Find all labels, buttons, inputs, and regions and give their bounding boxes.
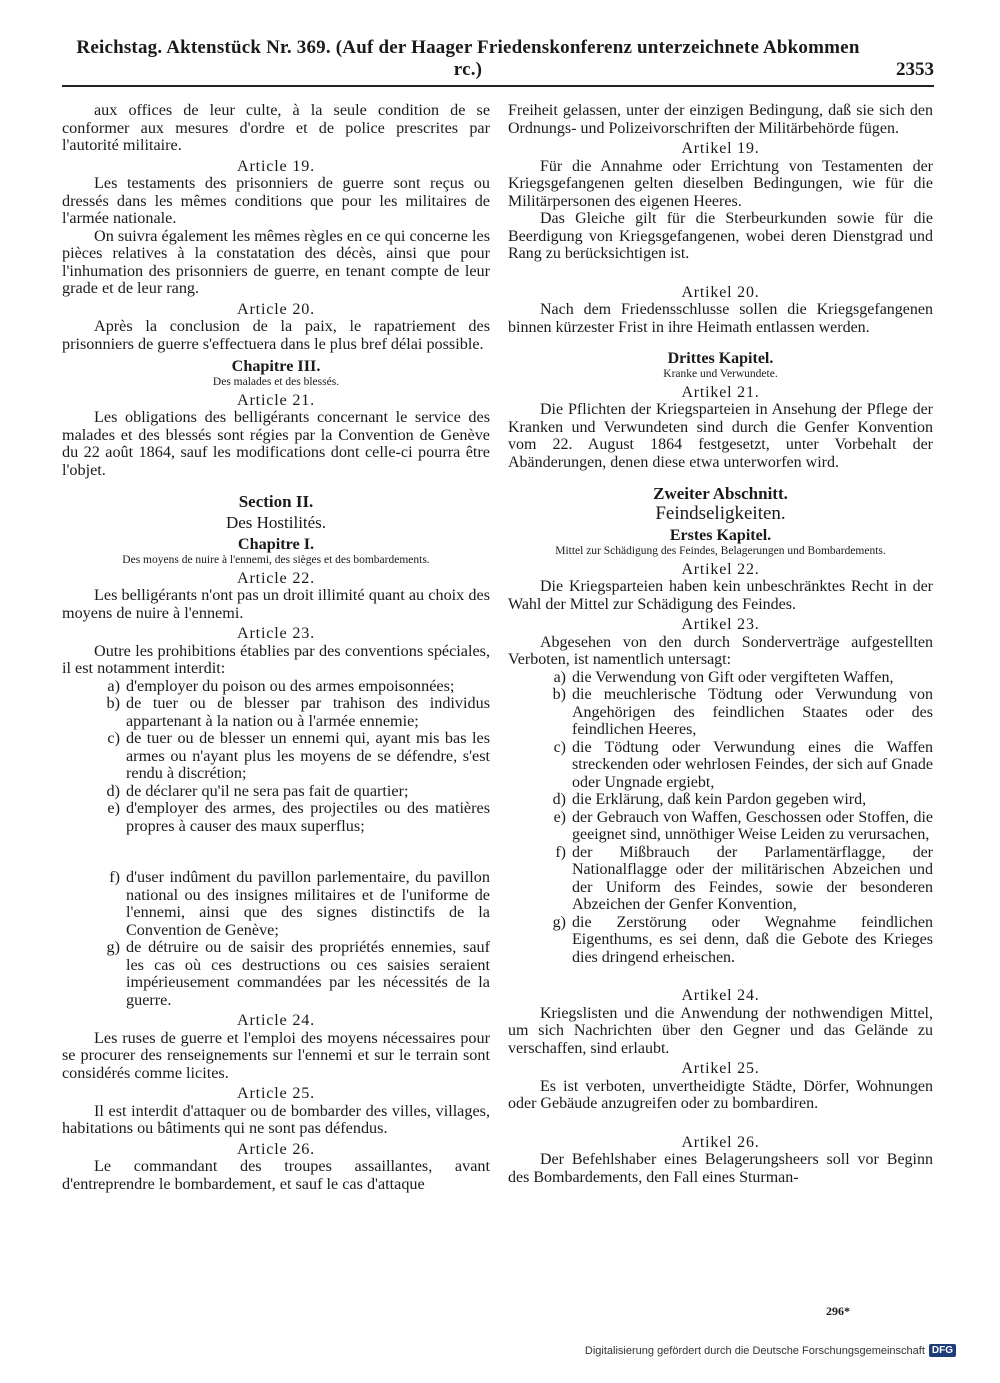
de-article-22-heading: Artikel 22. (681, 560, 760, 578)
de-article-25-heading: Artikel 25. (681, 1060, 760, 1077)
fr-list-item-label: c) (107, 729, 120, 747)
de-article-23-heading: Artikel 23. (681, 616, 760, 633)
fr-list-item-label: b) (106, 694, 120, 712)
de-list-item-text: der Mißbrauch der Parlamentärflagge, der Nationalflagge oder der militärischen Abzeichen und der Uniform des Feindes, sowie der besonderen Abzeichen der Genfer Konvention, (572, 843, 933, 913)
fr-list-item-label: a) (107, 676, 120, 695)
fr-article-22-heading: Article 22. (236, 568, 316, 587)
fr-article-19-paragraph-1: Les testaments des prisonniers de guerre sont reçus ou dressés dans les mêmes conditions que pour les militaires de l'armée nationale. (62, 174, 490, 227)
spacer (62, 835, 490, 869)
de-list-item (508, 914, 933, 967)
fr-article-22-paragraph: Les belligérants n'ont pas un droit illimité quant au choix des moyens de nuire à l'ennemi. (62, 586, 490, 622)
de-list-item (508, 686, 933, 739)
de-list-item-text: die Erklärung, daß kein Pardon gegeben wird, (572, 791, 867, 808)
fr-chapter-3-heading: Chapitre III. (231, 357, 321, 375)
fr-list-item (62, 783, 490, 801)
fr-list-item-label: e) (107, 799, 120, 817)
fr-section-2-subtitle: Des Hostilités. (225, 512, 327, 532)
fr-list-item-label: f) (109, 868, 120, 886)
header-title: Reichstag. Aktenstück Nr. 369. (Auf der Haager Friedenskonferenz unterzeichnete Abkommen rc.) (76, 37, 860, 80)
fr-article-20-heading: Article 20. (236, 299, 316, 318)
digitization-credit (585, 1344, 956, 1357)
fr-list-item-text: d'user indûment du pavillon parlementaire, du pavillon national ou des insignes militaires et de l'uniforme de l'ennemi, ainsi que des signes distinctifs de la Convention de Genève; (126, 868, 490, 939)
fr-list-item-text: de déclarer qu'il ne sera pas fait de quartier; (126, 781, 409, 800)
de-intro-paragraph: Freiheit gelassen, unter der einzigen Bedingung, daß sie sich den Ordnungs- und Polizeivorschriften der Militärbehörde fügen. (508, 102, 933, 137)
fr-list-item-text: de tuer ou de blesser un ennemi qui, ayant mis bas les armes ou n'ayant plus les moyens de se défendre, s'est rendu à discrétion; (126, 729, 490, 782)
fr-chapter-1-heading: Chapitre I. (237, 535, 315, 553)
fr-chapter-3-subtitle: Des malades et des blessés. (212, 375, 340, 388)
de-list-item-text: die meuchlerische Tödtung oder Verwundung von Angehörigen des feindlichen Staates oder des feindlichen Heeres, (572, 686, 933, 738)
de-list-item-label: e) (553, 808, 566, 826)
fr-list-item-text: d'employer du poison ou des armes empoisonnées; (126, 676, 455, 695)
de-list-item (508, 739, 933, 792)
fr-article-21-heading: Article 21. (236, 390, 316, 409)
fr-article-26-heading: Article 26. (236, 1139, 316, 1158)
de-article-24-paragraph: Kriegslisten und die Anwendung der nothwendigen Mittel, um sich Nachrichten über den Gegner und das Gelände zu verschaffen, sind erlaubt. (508, 1004, 933, 1057)
fr-list-item (62, 695, 490, 730)
de-article-20-heading: Artikel 20. (681, 283, 760, 301)
fr-article-25-heading: Article 25. (236, 1084, 316, 1102)
de-article-24-heading: Artikel 24. (681, 987, 760, 1004)
fr-article-24-paragraph: Les ruses de guerre et l'emploi des moyens nécessaires pour se procurer des renseignements sur l'ennemi et sur le terrain sont considérés comme licites. (62, 1028, 490, 1082)
fr-list-item (62, 800, 490, 835)
de-article-19-paragraph-2: Das Gleiche gilt für die Sterbeurkunden sowie für die Beerdigung von Kriegsgefangenen, wobei deren Dienstgrad und Rang zu berücksichtigen ist. (508, 210, 933, 262)
fr-article-26-paragraph: Le commandant des troupes assaillantes, avant d'entreprendre le bombardement, et sauf le cas d'attaque (62, 1157, 490, 1193)
page-number: 2353 (896, 59, 934, 80)
fr-article-19-heading: Article 19. (236, 156, 316, 175)
de-section-2-subtitle: Feindseligkeiten. (655, 502, 786, 524)
de-chapter-1-heading: Erstes Kapitel. (669, 527, 772, 544)
fr-list-item (62, 730, 490, 783)
fr-list-item (62, 869, 490, 939)
de-article-26-paragraph: Der Befehlshaber eines Belagerungsheers soll vor Beginn des Bombardements, den Fall eines Sturman- (508, 1151, 933, 1186)
fr-list-item-label: g) (106, 938, 120, 956)
de-list-item (508, 791, 933, 809)
de-list-item-text: die Verwendung von Gift oder vergifteten Waffen, (572, 668, 894, 686)
fr-list-item-label: d) (106, 781, 120, 800)
fr-article-19-paragraph-2: On suivra également les mêmes règles en ce qui concerne les pièces relatives à la constatation des décès, ainsi que pour l'inhumation des prisonniers de guerre, en tenant compte de leur grade et de leur rang. (62, 226, 490, 297)
dfg-logo: DFG (929, 1344, 956, 1357)
fr-intro-paragraph: aux offices de leur culte, à la seule condition de se conformer aux mesures d'ordre et de police prescrites par l'autorité militaire. (62, 102, 490, 154)
spacer (508, 966, 933, 984)
fr-list-item-text: de tuer ou de blesser par trahison des individus appartenant à la nation ou à l'armée ennemie; (126, 694, 490, 730)
credit-text: Digitalisierung gefördert durch die Deutsche Forschungsgemeinschaft (584, 1344, 925, 1357)
de-chapter-3-heading: Drittes Kapitel. (667, 350, 774, 367)
spacer (508, 1113, 933, 1131)
de-list-item-label: d) (552, 791, 566, 808)
de-list-item-label: a) (553, 668, 566, 686)
spacer (508, 263, 933, 281)
fr-article-25-paragraph: Il est interdit d'attaquer ou de bombarder des villes, villages, habitations ou bâtiments qui ne sont pas défendus. (62, 1101, 490, 1137)
de-list-item-text: der Gebrauch von Waffen, Geschossen oder Stoffen, die geeignet sind, unnöthiger Weise Leiden zu verursachen, (572, 808, 933, 843)
de-article-22-paragraph: Die Kriegsparteien haben kein unbeschränktes Recht in der Wahl der Mittel zur Schädigung des Feindes. (508, 578, 933, 613)
french-column (62, 102, 490, 1302)
de-list-item-text: die Zerstörung oder Wegnahme feindlichen Eigenthums, es sei denn, daß die Gebote des Krieges dies dringend erheischen. (572, 913, 933, 966)
de-article-26-heading: Artikel 26. (681, 1133, 760, 1151)
fr-article-23-heading: Article 23. (236, 624, 316, 642)
fr-article-20-paragraph: Après la conclusion de la paix, le rapatriement des prisonniers de guerre s'effectuera dans le plus bref délai possible. (62, 317, 490, 353)
de-article-25-paragraph: Es ist verboten, unvertheidigte Städte, Dörfer, Wohnungen oder Gebäude anzugreifen oder zu bombardiren. (508, 1077, 933, 1112)
fr-article-24-heading: Article 24. (236, 1011, 316, 1029)
fr-list-item (62, 939, 490, 1009)
fr-article-23-paragraph: Outre les prohibitions établies par des conventions spéciales, il est notamment interdit: (62, 641, 490, 677)
de-article-21-heading: Artikel 21. (681, 383, 760, 401)
de-chapter-3-subtitle: Kranke und Verwundete. (663, 367, 778, 380)
de-list-item-label: g) (552, 913, 566, 931)
de-article-19-paragraph-1: Für die Annahme oder Errichtung von Testamenten der Kriegsgefangenen gelten dieselben Bedingungen, wie für die Militärpersonen des eigenen Heeres. (508, 157, 933, 210)
de-article-19-heading: Artikel 19. (681, 140, 760, 157)
fr-list-item (62, 678, 490, 696)
fr-chapter-1-subtitle: Des moyens de nuire à l'ennemi, des sièges et des bombardements. (122, 553, 430, 566)
de-article-23-paragraph: Abgesehen von den durch Sonderverträge aufgestellten Verboten, ist namentlich untersagt: (508, 633, 933, 668)
fr-section-2-heading: Section II. (238, 492, 314, 511)
german-column (508, 102, 933, 1302)
de-list-item-label: f) (555, 843, 566, 861)
de-list-item (508, 844, 933, 914)
de-chapter-1-subtitle: Mittel zur Schädigung des Feindes, Belagerungen und Bombardements. (555, 544, 886, 557)
de-list-item-text: die Tödtung oder Verwundung eines die Waffen streckenden oder wehrlosen Feindes, der sich auf Gnade oder Ungnade ergiebt, (572, 738, 933, 791)
de-list-item (508, 669, 933, 687)
de-list-item-label: c) (553, 738, 566, 756)
fr-article-21-paragraph: Les obligations des belligérants concernant le service des malades et des blessés sont régies par la Convention de Genève du 22 août 1864, sauf les modifications dont celle-ci pourra être l'objet. (62, 408, 490, 479)
fr-list-item-text: d'employer des armes, des projectiles ou des matières propres à causer des maux superflus; (126, 799, 490, 835)
de-article-21-paragraph: Die Pflichten der Kriegsparteien in Ansehung der Pflege der Kranken und Verwundeten sind durch die Genfer Konvention vom 22. August 1864 festgesetzt, unter Vorbehalt der Abänderungen, denen diese etwa unterworfen wird. (508, 401, 933, 471)
de-list-item (508, 809, 933, 844)
fr-list-item-text: de détruire ou de saisir des propriétés ennemies, sauf les cas où ces destructions ou ces saisies seraient impérieusement commandées par les nécessités de la guerre. (126, 938, 490, 1009)
de-section-2-heading: Zweiter Abschnitt. (653, 484, 788, 503)
de-list-item-label: b) (552, 686, 566, 703)
signature-mark: 296* (826, 1304, 850, 1318)
running-header (62, 37, 934, 87)
de-article-20-paragraph: Nach dem Friedensschlusse sollen die Kriegsgefangenen binnen kürzester Frist in ihre Heimath entlassen werden. (508, 301, 933, 336)
